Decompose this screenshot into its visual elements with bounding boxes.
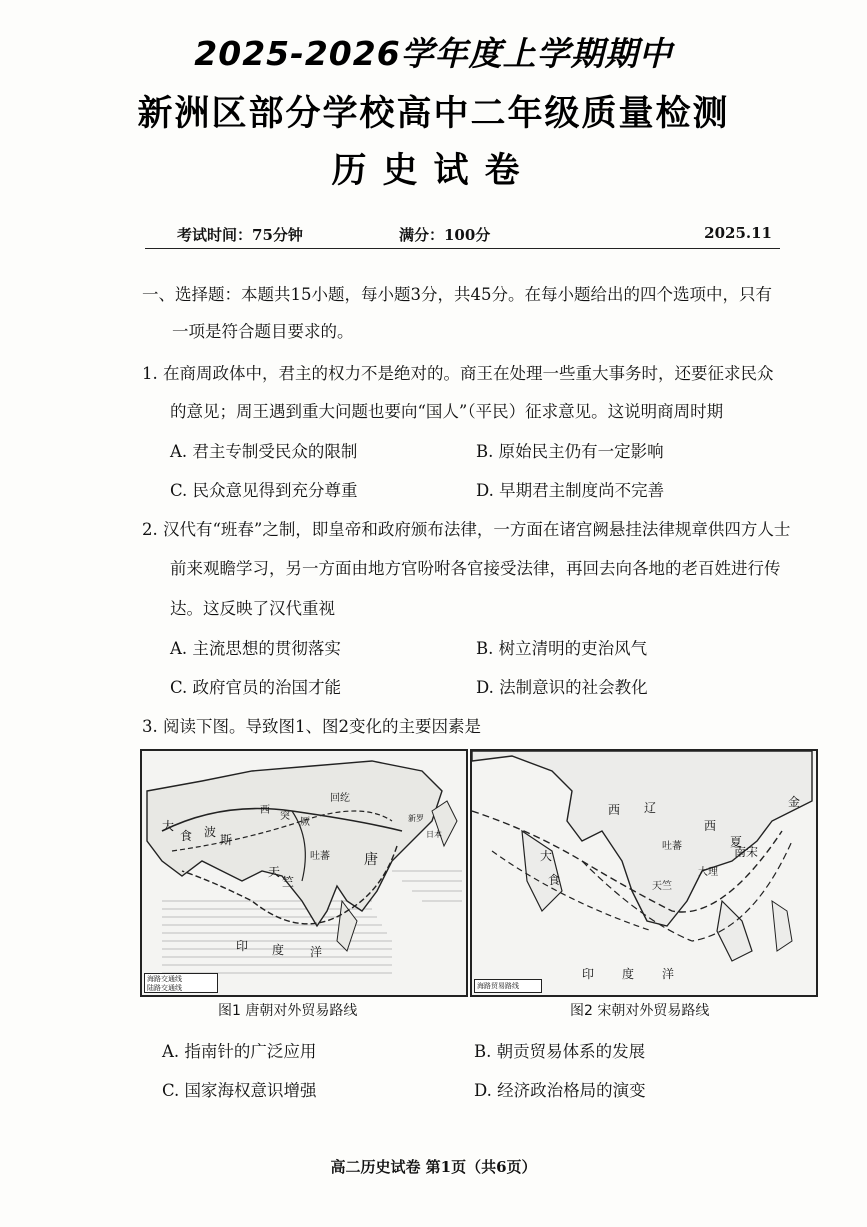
question-3-maps	[140, 749, 818, 994]
map1-caption: 图1 唐朝对外贸易路线	[218, 1003, 358, 1019]
question-3-option-b[interactable]: B. 朝贡贸易体系的发展	[474, 1042, 646, 1061]
map2-label-ocean-3: 洋	[662, 967, 675, 981]
map1-label-xitujue-3: 厥	[300, 817, 310, 828]
map1-label-tianzhu-1: 天	[268, 865, 281, 879]
map1-legend-sea-route: 海路交通线	[147, 975, 182, 983]
map2-caption: 图2 宋朝对外贸易路线	[570, 1003, 710, 1019]
question-3-option-a[interactable]: A. 指南针的广泛应用	[162, 1042, 317, 1061]
map1-label-ocean-2: 度	[272, 943, 285, 957]
question-1-line1: 1. 在商周政体中，君主的权力不是绝对的。商王在处理一些重大事务时，还要征求民众	[142, 364, 774, 383]
map1-label-ocean-3: 洋	[310, 945, 323, 959]
map2-label-dali: 大理	[698, 867, 718, 878]
tang-map-drawing	[142, 751, 466, 995]
question-2-line3: 达。这反映了汉代重视	[170, 599, 335, 618]
question-1-option-a[interactable]: A. 君主专制受民众的限制	[170, 442, 358, 461]
map1-label-xitujue-2: 突	[280, 811, 290, 822]
section-instruction-line2: 一项是符合题目要求的。	[172, 322, 354, 341]
question-1-line2: 的意见；周王遇到重大问题也要向“国人”（平民）征求意见。这说明商周时期	[170, 402, 724, 421]
map1-label-bosi-2: 斯	[220, 833, 233, 847]
map1-label-xitujue-1: 西	[260, 805, 270, 816]
question-3-option-c[interactable]: C. 国家海权意识增强	[162, 1081, 317, 1100]
map1-label-ocean-1: 印	[236, 939, 249, 953]
map1-label-tianzhu-2: 竺	[282, 875, 295, 889]
question-1-option-d[interactable]: D. 早期君主制度尚不完善	[476, 481, 665, 500]
map1-legend-land-route: 陆路交通线	[147, 984, 182, 992]
map2-label-tianzhu: 天竺	[652, 881, 672, 892]
exam-info-row	[145, 222, 780, 249]
map1-legend	[144, 973, 218, 993]
question-3-line1: 3. 阅读下图。导致图1、图2变化的主要因素是	[142, 717, 481, 736]
page-footer: 高二历史试卷 第1页（共6页）	[330, 1158, 537, 1176]
tang-trade-route-map	[140, 749, 468, 997]
question-2-option-d[interactable]: D. 法制意识的社会教化	[476, 678, 648, 697]
section-instruction-line1: 一、选择题：本题共15小题，每小题3分，共45分。在每小题给出的四个选项中，只有	[142, 285, 772, 304]
map1-label-dashi-1: 大	[162, 819, 175, 833]
question-2-option-b[interactable]: B. 树立清明的吏治风气	[476, 639, 648, 658]
exam-date: 2025.11	[704, 224, 772, 242]
map1-label-japan: 日本	[426, 830, 442, 839]
exam-title-subject: 历史试卷	[331, 151, 536, 191]
map2-label-jin: 金	[788, 795, 801, 809]
map2-label-xixia-2: 夏	[730, 835, 743, 849]
map2-label-xiliao-2: 辽	[644, 801, 657, 815]
question-2-line1: 2. 汉代有“班春”之制，即皇帝和政府颁布法律，一方面在诸宫阙悬挂法律规章供四方人士	[142, 520, 791, 539]
song-trade-route-map	[470, 749, 818, 997]
map1-label-huihe: 回纥	[330, 793, 350, 804]
map1-label-silla: 新罗	[408, 814, 424, 823]
map1-label-dashi-2: 食	[180, 829, 193, 843]
question-2-option-c[interactable]: C. 政府官员的治国才能	[170, 678, 342, 697]
exam-time: 考试时间：75分钟	[177, 226, 303, 244]
map2-label-tubo: 吐蕃	[662, 841, 682, 852]
map1-label-tubo: 吐蕃	[310, 851, 330, 862]
question-2-line2: 前来观瞻学习，另一方面由地方官吩咐各官接受法律，再回去向各地的老百姓进行传	[170, 559, 781, 578]
map2-label-xiliao-1: 西	[608, 803, 621, 817]
question-1-option-b[interactable]: B. 原始民主仍有一定影响	[476, 442, 664, 461]
question-2-option-a[interactable]: A. 主流思想的贯彻落实	[170, 639, 341, 658]
map2-label-ocean-1: 印	[582, 967, 595, 981]
map2-label-xixia-1: 西	[704, 819, 717, 833]
exam-title-line1: 2025-2026学年度上学期期中	[194, 34, 673, 73]
question-3-option-d[interactable]: D. 经济政治格局的演变	[474, 1081, 646, 1100]
map2-label-ocean-2: 度	[622, 967, 635, 981]
map1-label-bosi-1: 波	[204, 825, 217, 839]
exam-score: 满分：100分	[399, 226, 491, 244]
map2-label-dashi-1: 大	[540, 849, 553, 863]
map1-label-tang: 唐	[364, 852, 378, 868]
map2-label-nansong: 南宋	[734, 845, 759, 859]
question-1-option-c[interactable]: C. 民众意见得到充分尊重	[170, 481, 358, 500]
exam-title-line2: 新洲区部分学校高中二年级质量检测	[137, 94, 730, 134]
map2-label-dashi-2: 食	[548, 873, 561, 887]
song-map-drawing	[472, 751, 816, 995]
map2-legend: 海路贸易路线	[474, 979, 542, 993]
